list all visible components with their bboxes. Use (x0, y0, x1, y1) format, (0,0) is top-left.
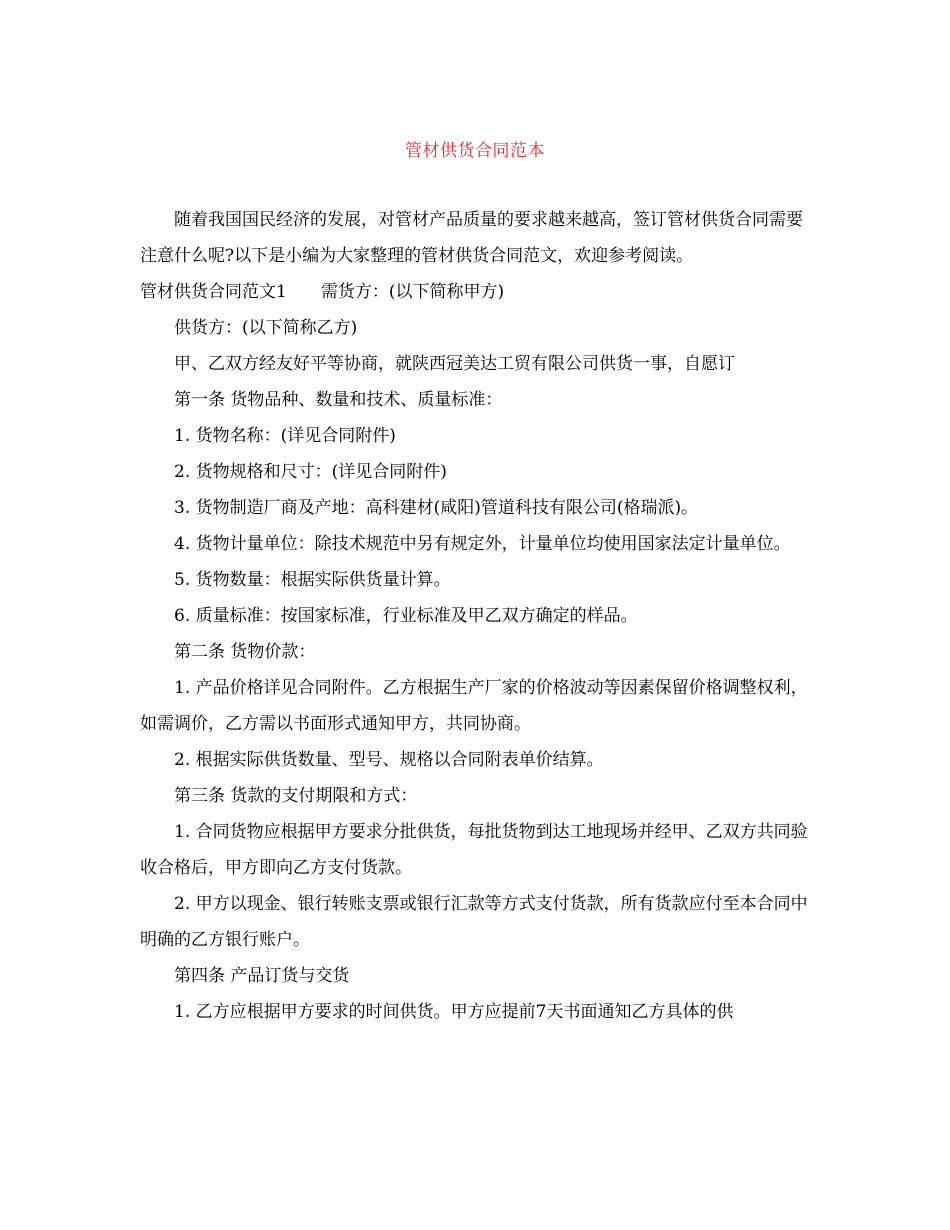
article1-item: 5. 货物数量：根据实际供货量计算。 (174, 570, 451, 590)
article1-heading: 第一条 货物品种、数量和技术、质量标准： (174, 390, 503, 410)
article2-item: 1. 产品价格详见合同附件。乙方根据生产厂家的价格波动等因素保留价格调整权利，如需调价，乙方需以书面形式通知甲方，共同协商。 (140, 678, 808, 734)
article3-item: 2. 甲方以现金、银行转账支票或银行汇款等方式支付货款，所有货款应付至本合同中明确的乙方银行账户。 (140, 894, 808, 950)
article2-heading: 第二条 货物价款： (174, 642, 316, 662)
article1-item: 6. 质量标准：按国家标准，行业标准及甲乙双方确定的样品。 (174, 606, 638, 626)
article4-item: 1. 乙方应根据甲方要求的时间供货。甲方应提前7天书面通知乙方具体的供 (174, 1002, 734, 1022)
document-body (140, 202, 812, 1030)
article1-item: 2. 货物规格和尺寸：(详见合同附件) (174, 462, 447, 482)
supplier-line: 供货方：(以下简称乙方) (174, 318, 358, 338)
article1-item: 3. 货物制造厂商及产地：高科建材(咸阳)管道科技有限公司(格瑞派)。 (174, 498, 699, 518)
preamble-paragraph: 甲、乙双方经友好平等协商，就陕西冠美达工贸有限公司供货一事，自愿订 (174, 354, 735, 374)
article3-heading: 第三条 货款的支付期限和方式： (174, 786, 418, 806)
article3-item: 1. 合同货物应根据甲方要求分批供货，每批货物到达工地现场并经甲、乙双方共同验收合格后，甲方即向乙方支付货款。 (140, 822, 808, 878)
article1-item: 4. 货物计量单位：除技术规范中另有规定外，计量单位均使用国家法定计量单位。 (174, 534, 791, 554)
article4-heading: 第四条 产品订货与交货 (174, 966, 350, 986)
buyer-line: 需货方：(以下简称甲方) (320, 282, 505, 302)
intro-paragraph: 随着我国国民经济的发展，对管材产品质量的要求越来越高，签订管材供货合同需要注意什么呢?以下是小编为大家整理的管材供货合同范文，欢迎参考阅读。 (140, 210, 803, 266)
article2-item: 2. 根据实际供货数量、型号、规格以合同附表单价结算。 (174, 750, 604, 770)
sample-label: 管材供货合同范文1 (140, 282, 287, 302)
sample-line (140, 274, 812, 310)
document-title: 管材供货合同范本 (405, 141, 545, 161)
article1-item: 1. 货物名称：(详见合同附件) (174, 426, 396, 446)
